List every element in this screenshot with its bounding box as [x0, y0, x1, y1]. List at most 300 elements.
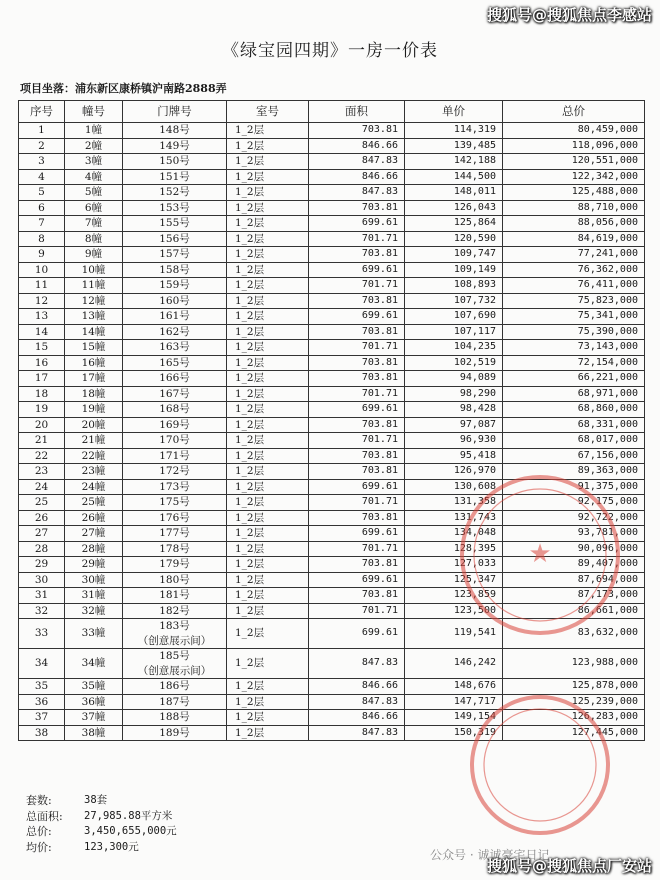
- row-door-number: 187号: [123, 694, 227, 710]
- table-row: [19, 200, 645, 216]
- row-room: 1_2层: [227, 495, 309, 511]
- row-seq: 23: [19, 464, 65, 480]
- table-row: [19, 247, 645, 263]
- row-room: 1_2层: [227, 185, 309, 201]
- row-building: 32幢: [65, 603, 123, 619]
- row-door-number: 159号: [123, 278, 227, 294]
- row-total-price: 90,096,000: [503, 541, 645, 557]
- row-unit-price: 107,690: [405, 309, 503, 325]
- row-unit-price: 125,347: [405, 572, 503, 588]
- row-area: 846.66: [309, 169, 405, 185]
- row-room: 1_2层: [227, 169, 309, 185]
- row-door-number: 165号: [123, 355, 227, 371]
- row-area: 703.81: [309, 417, 405, 433]
- row-unit-price: 149,154: [405, 710, 503, 726]
- row-unit-price: 142,188: [405, 154, 503, 170]
- row-seq: 22: [19, 448, 65, 464]
- row-area: 699.61: [309, 402, 405, 418]
- row-area: 701.71: [309, 495, 405, 511]
- header-room: 室号: [227, 101, 309, 123]
- row-seq: 33: [19, 619, 65, 649]
- row-building: 31幢: [65, 588, 123, 604]
- watermark-top: 搜狐号@搜狐焦点李感站: [486, 6, 652, 24]
- row-area: 701.71: [309, 278, 405, 294]
- row-seq: 26: [19, 510, 65, 526]
- row-seq: 38: [19, 725, 65, 741]
- header-area: 面积: [309, 101, 405, 123]
- row-room: 1_2层: [227, 588, 309, 604]
- row-seq: 36: [19, 694, 65, 710]
- row-area: 847.83: [309, 725, 405, 741]
- table-row: [19, 185, 645, 201]
- table-row: [19, 417, 645, 433]
- row-area: 847.83: [309, 649, 405, 679]
- row-area: 699.61: [309, 572, 405, 588]
- row-building: 5幢: [65, 185, 123, 201]
- row-area: 703.81: [309, 293, 405, 309]
- table-row: [19, 278, 645, 294]
- row-total-price: 93,781,000: [503, 526, 645, 542]
- row-door-number: 163号: [123, 340, 227, 356]
- row-seq: 35: [19, 679, 65, 695]
- row-unit-price: 134,048: [405, 526, 503, 542]
- row-total-price: 91,375,000: [503, 479, 645, 495]
- row-total-price: 75,823,000: [503, 293, 645, 309]
- row-room: 1_2层: [227, 694, 309, 710]
- row-area: 847.83: [309, 694, 405, 710]
- row-room: 1_2层: [227, 123, 309, 139]
- row-door-number: 169号: [123, 417, 227, 433]
- table-row: [19, 464, 645, 480]
- row-total-price: 118,096,000: [503, 138, 645, 154]
- row-total-price: 89,407,000: [503, 557, 645, 573]
- row-area: 699.61: [309, 526, 405, 542]
- watermark-bottom: 搜狐号@搜狐焦点厂安站: [486, 857, 652, 875]
- row-total-price: 75,390,000: [503, 324, 645, 340]
- row-door-number: 181号: [123, 588, 227, 604]
- row-room: 1_2层: [227, 386, 309, 402]
- row-area: 701.71: [309, 603, 405, 619]
- row-seq: 24: [19, 479, 65, 495]
- row-seq: 14: [19, 324, 65, 340]
- table-body: [19, 123, 645, 741]
- row-building: 29幢: [65, 557, 123, 573]
- row-room: 1_2层: [227, 649, 309, 679]
- row-building: 7幢: [65, 216, 123, 232]
- row-room: 1_2层: [227, 371, 309, 387]
- row-door-number: 168号: [123, 402, 227, 418]
- row-unit-price: 127,033: [405, 557, 503, 573]
- row-door-number: 173号: [123, 479, 227, 495]
- row-building: 21幢: [65, 433, 123, 449]
- row-door-number: 178号: [123, 541, 227, 557]
- row-room: 1_2层: [227, 619, 309, 649]
- row-seq: 17: [19, 371, 65, 387]
- row-total-price: 125,239,000: [503, 694, 645, 710]
- row-area: 846.66: [309, 710, 405, 726]
- row-building: 28幢: [65, 541, 123, 557]
- row-door-number: 162号: [123, 324, 227, 340]
- row-unit-price: 108,893: [405, 278, 503, 294]
- row-area: 846.66: [309, 679, 405, 695]
- row-door-number: 155号: [123, 216, 227, 232]
- table-row: [19, 725, 645, 741]
- row-unit-price: 114,319: [405, 123, 503, 139]
- row-area: 701.71: [309, 231, 405, 247]
- summary-avg-label: 均价:: [26, 840, 52, 854]
- row-building: 3幢: [65, 154, 123, 170]
- row-area: 703.81: [309, 200, 405, 216]
- row-unit-price: 107,732: [405, 293, 503, 309]
- row-door-number: 189号: [123, 725, 227, 741]
- row-unit-price: 104,235: [405, 340, 503, 356]
- row-seq: 28: [19, 541, 65, 557]
- row-building: 35幢: [65, 679, 123, 695]
- row-building: 20幢: [65, 417, 123, 433]
- showroom-note: （创意展示间）: [137, 634, 212, 647]
- row-door-number: 158号: [123, 262, 227, 278]
- table-row: [19, 694, 645, 710]
- table-row: [19, 402, 645, 418]
- row-area: 699.61: [309, 262, 405, 278]
- row-room: 1_2层: [227, 138, 309, 154]
- summary-block: [26, 793, 177, 855]
- row-building: 2幢: [65, 138, 123, 154]
- row-seq: 19: [19, 402, 65, 418]
- table-row: [19, 526, 645, 542]
- row-seq: 11: [19, 278, 65, 294]
- row-building: 24幢: [65, 479, 123, 495]
- row-area: 703.81: [309, 464, 405, 480]
- row-seq: 6: [19, 200, 65, 216]
- row-unit-price: 109,747: [405, 247, 503, 263]
- row-door-number: 175号: [123, 495, 227, 511]
- row-building: 18幢: [65, 386, 123, 402]
- row-unit-price: 107,117: [405, 324, 503, 340]
- row-unit-price: 128,395: [405, 541, 503, 557]
- row-unit-price: 123,500: [405, 603, 503, 619]
- row-seq: 27: [19, 526, 65, 542]
- row-building: 1幢: [65, 123, 123, 139]
- row-area: 701.71: [309, 541, 405, 557]
- row-total-price: 125,878,000: [503, 679, 645, 695]
- row-unit-price: 146,242: [405, 649, 503, 679]
- door-number-text: 183号: [159, 620, 190, 632]
- row-door-number: 170号: [123, 433, 227, 449]
- table-row: [19, 479, 645, 495]
- row-room: 1_2层: [227, 200, 309, 216]
- row-area: 699.61: [309, 309, 405, 325]
- row-seq: 12: [19, 293, 65, 309]
- row-room: 1_2层: [227, 402, 309, 418]
- table-row: [19, 495, 645, 511]
- row-seq: 21: [19, 433, 65, 449]
- row-seq: 9: [19, 247, 65, 263]
- row-area: 703.81: [309, 123, 405, 139]
- row-room: 1_2层: [227, 417, 309, 433]
- summary-count-label: 套数:: [26, 794, 52, 807]
- row-door-number: 186号: [123, 679, 227, 695]
- row-total-price: 92,722,000: [503, 510, 645, 526]
- row-building: 30幢: [65, 572, 123, 588]
- row-room: 1_2层: [227, 448, 309, 464]
- row-door-number: 166号: [123, 371, 227, 387]
- row-seq: 34: [19, 649, 65, 679]
- row-seq: 10: [19, 262, 65, 278]
- row-seq: 31: [19, 588, 65, 604]
- row-seq: 7: [19, 216, 65, 232]
- row-unit-price: 123,859: [405, 588, 503, 604]
- row-room: 1_2层: [227, 278, 309, 294]
- table-row: [19, 262, 645, 278]
- row-room: 1_2层: [227, 710, 309, 726]
- row-room: 1_2层: [227, 309, 309, 325]
- row-seq: 37: [19, 710, 65, 726]
- row-door-number: [123, 649, 227, 679]
- row-unit-price: 130,608: [405, 479, 503, 495]
- table-row: [19, 433, 645, 449]
- row-total-price: 84,619,000: [503, 231, 645, 247]
- row-total-price: 72,154,000: [503, 355, 645, 371]
- row-building: 25幢: [65, 495, 123, 511]
- row-total-price: 68,860,000: [503, 402, 645, 418]
- row-door-number: 161号: [123, 309, 227, 325]
- table-row: [19, 154, 645, 170]
- summary-total-label: 总价:: [26, 825, 52, 838]
- row-unit-price: 98,290: [405, 386, 503, 402]
- row-room: 1_2层: [227, 247, 309, 263]
- row-door-number: 149号: [123, 138, 227, 154]
- row-area: 847.83: [309, 154, 405, 170]
- row-unit-price: 131,358: [405, 495, 503, 511]
- row-room: 1_2层: [227, 355, 309, 371]
- summary-count-value: 38套: [84, 794, 108, 806]
- row-room: 1_2层: [227, 510, 309, 526]
- row-building: 10幢: [65, 262, 123, 278]
- row-seq: 30: [19, 572, 65, 588]
- row-room: 1_2层: [227, 479, 309, 495]
- row-room: 1_2层: [227, 725, 309, 741]
- row-door-number: 176号: [123, 510, 227, 526]
- row-unit-price: 109,149: [405, 262, 503, 278]
- row-door-number: 150号: [123, 154, 227, 170]
- row-unit-price: 139,485: [405, 138, 503, 154]
- row-door-number: 171号: [123, 448, 227, 464]
- row-unit-price: 95,418: [405, 448, 503, 464]
- row-total-price: 87,173,000: [503, 588, 645, 604]
- row-total-price: 80,459,000: [503, 123, 645, 139]
- row-unit-price: 97,087: [405, 417, 503, 433]
- table-row: [19, 340, 645, 356]
- row-seq: 2: [19, 138, 65, 154]
- row-unit-price: 94,089: [405, 371, 503, 387]
- table-row: [19, 572, 645, 588]
- table-row: [19, 649, 645, 679]
- row-area: 703.81: [309, 510, 405, 526]
- row-room: 1_2层: [227, 293, 309, 309]
- row-room: 1_2层: [227, 433, 309, 449]
- row-seq: 15: [19, 340, 65, 356]
- row-unit-price: 131,743: [405, 510, 503, 526]
- row-area: 703.81: [309, 557, 405, 573]
- row-building: 19幢: [65, 402, 123, 418]
- table-row: [19, 386, 645, 402]
- row-door-number: 157号: [123, 247, 227, 263]
- row-seq: 4: [19, 169, 65, 185]
- header-seq: 序号: [19, 101, 65, 123]
- row-total-price: 83,632,000: [503, 619, 645, 649]
- row-unit-price: 126,043: [405, 200, 503, 216]
- row-area: 847.83: [309, 185, 405, 201]
- row-door-number: 153号: [123, 200, 227, 216]
- table-row: [19, 510, 645, 526]
- row-building: 9幢: [65, 247, 123, 263]
- row-room: 1_2层: [227, 231, 309, 247]
- table-row: [19, 619, 645, 649]
- row-door-number: 179号: [123, 557, 227, 573]
- row-unit-price: 125,864: [405, 216, 503, 232]
- row-building: 33幢: [65, 619, 123, 649]
- row-door-number: 188号: [123, 710, 227, 726]
- row-area: 701.71: [309, 386, 405, 402]
- row-room: 1_2层: [227, 216, 309, 232]
- row-area: 699.61: [309, 216, 405, 232]
- row-building: 15幢: [65, 340, 123, 356]
- row-total-price: 73,143,000: [503, 340, 645, 356]
- row-total-price: 88,056,000: [503, 216, 645, 232]
- summary-total-value: 3,450,655,000元: [84, 825, 177, 837]
- summary-area-value: 27,985.88平方米: [84, 809, 173, 822]
- row-room: 1_2层: [227, 464, 309, 480]
- row-room: 1_2层: [227, 154, 309, 170]
- summary-area-label: 总面积:: [26, 809, 63, 823]
- row-total-price: 92,175,000: [503, 495, 645, 511]
- row-area: 701.71: [309, 340, 405, 356]
- row-door-number: [123, 619, 227, 649]
- row-building: 36幢: [65, 694, 123, 710]
- svg-text:★: ★: [528, 539, 552, 569]
- row-door-number: 172号: [123, 464, 227, 480]
- row-building: 4幢: [65, 169, 123, 185]
- row-building: 26幢: [65, 510, 123, 526]
- row-building: 38幢: [65, 725, 123, 741]
- row-seq: 29: [19, 557, 65, 573]
- table-row: [19, 541, 645, 557]
- row-building: 11幢: [65, 278, 123, 294]
- row-unit-price: 147,717: [405, 694, 503, 710]
- row-seq: 25: [19, 495, 65, 511]
- row-area: 703.81: [309, 448, 405, 464]
- row-building: 16幢: [65, 355, 123, 371]
- row-unit-price: 119,541: [405, 619, 503, 649]
- row-seq: 1: [19, 123, 65, 139]
- row-door-number: 156号: [123, 231, 227, 247]
- row-area: 703.81: [309, 355, 405, 371]
- row-area: 699.61: [309, 479, 405, 495]
- header-building: 幢号: [65, 101, 123, 123]
- row-building: 22幢: [65, 448, 123, 464]
- row-seq: 32: [19, 603, 65, 619]
- header-unit-price: 单价: [405, 101, 503, 123]
- row-total-price: 76,362,000: [503, 262, 645, 278]
- row-door-number: 160号: [123, 293, 227, 309]
- row-total-price: 123,988,000: [503, 649, 645, 679]
- row-seq: 18: [19, 386, 65, 402]
- row-total-price: 75,341,000: [503, 309, 645, 325]
- table-row: [19, 710, 645, 726]
- table-row: [19, 324, 645, 340]
- row-door-number: 152号: [123, 185, 227, 201]
- row-unit-price: 148,011: [405, 185, 503, 201]
- row-total-price: 125,488,000: [503, 185, 645, 201]
- summary-avg-value: 123,300元: [84, 840, 139, 853]
- row-room: 1_2层: [227, 603, 309, 619]
- table-row: [19, 123, 645, 139]
- row-total-price: 88,710,000: [503, 200, 645, 216]
- row-area: 703.81: [309, 371, 405, 387]
- row-area: 699.61: [309, 619, 405, 649]
- table-row: [19, 355, 645, 371]
- row-door-number: 177号: [123, 526, 227, 542]
- table-row: [19, 679, 645, 695]
- row-total-price: 86,661,000: [503, 603, 645, 619]
- row-area: 703.81: [309, 247, 405, 263]
- table-header-row: [19, 101, 645, 123]
- row-building: 8幢: [65, 231, 123, 247]
- row-area: 701.71: [309, 433, 405, 449]
- row-area: 703.81: [309, 588, 405, 604]
- row-total-price: 89,363,000: [503, 464, 645, 480]
- row-room: 1_2层: [227, 572, 309, 588]
- row-total-price: 122,342,000: [503, 169, 645, 185]
- row-door-number: 148号: [123, 123, 227, 139]
- row-unit-price: 96,930: [405, 433, 503, 449]
- row-total-price: 76,411,000: [503, 278, 645, 294]
- row-building: 6幢: [65, 200, 123, 216]
- row-room: 1_2层: [227, 262, 309, 278]
- header-total-price: 总价: [503, 101, 645, 123]
- row-room: 1_2层: [227, 324, 309, 340]
- row-building: 13幢: [65, 309, 123, 325]
- row-total-price: 68,331,000: [503, 417, 645, 433]
- document-title: 《绿宝园四期》一房一价表: [222, 41, 438, 61]
- row-unit-price: 150,319: [405, 725, 503, 741]
- row-building: 17幢: [65, 371, 123, 387]
- table-row: [19, 309, 645, 325]
- row-seq: 16: [19, 355, 65, 371]
- row-seq: 5: [19, 185, 65, 201]
- table-row: [19, 557, 645, 573]
- row-total-price: 68,017,000: [503, 433, 645, 449]
- row-seq: 13: [19, 309, 65, 325]
- row-total-price: 77,241,000: [503, 247, 645, 263]
- row-room: 1_2层: [227, 557, 309, 573]
- row-unit-price: 120,590: [405, 231, 503, 247]
- row-total-price: 126,283,000: [503, 710, 645, 726]
- header-door-number: 门牌号: [123, 101, 227, 123]
- row-area: 846.66: [309, 138, 405, 154]
- row-total-price: 87,694,000: [503, 572, 645, 588]
- row-unit-price: 126,970: [405, 464, 503, 480]
- table-row: [19, 216, 645, 232]
- row-door-number: 151号: [123, 169, 227, 185]
- row-seq: 3: [19, 154, 65, 170]
- row-door-number: 167号: [123, 386, 227, 402]
- table-row: [19, 603, 645, 619]
- showroom-note: （创意展示间）: [137, 664, 212, 677]
- project-address: 项目坐落：浦东新区康桥镇沪南路2888弄: [20, 82, 227, 95]
- row-total-price: 68,971,000: [503, 386, 645, 402]
